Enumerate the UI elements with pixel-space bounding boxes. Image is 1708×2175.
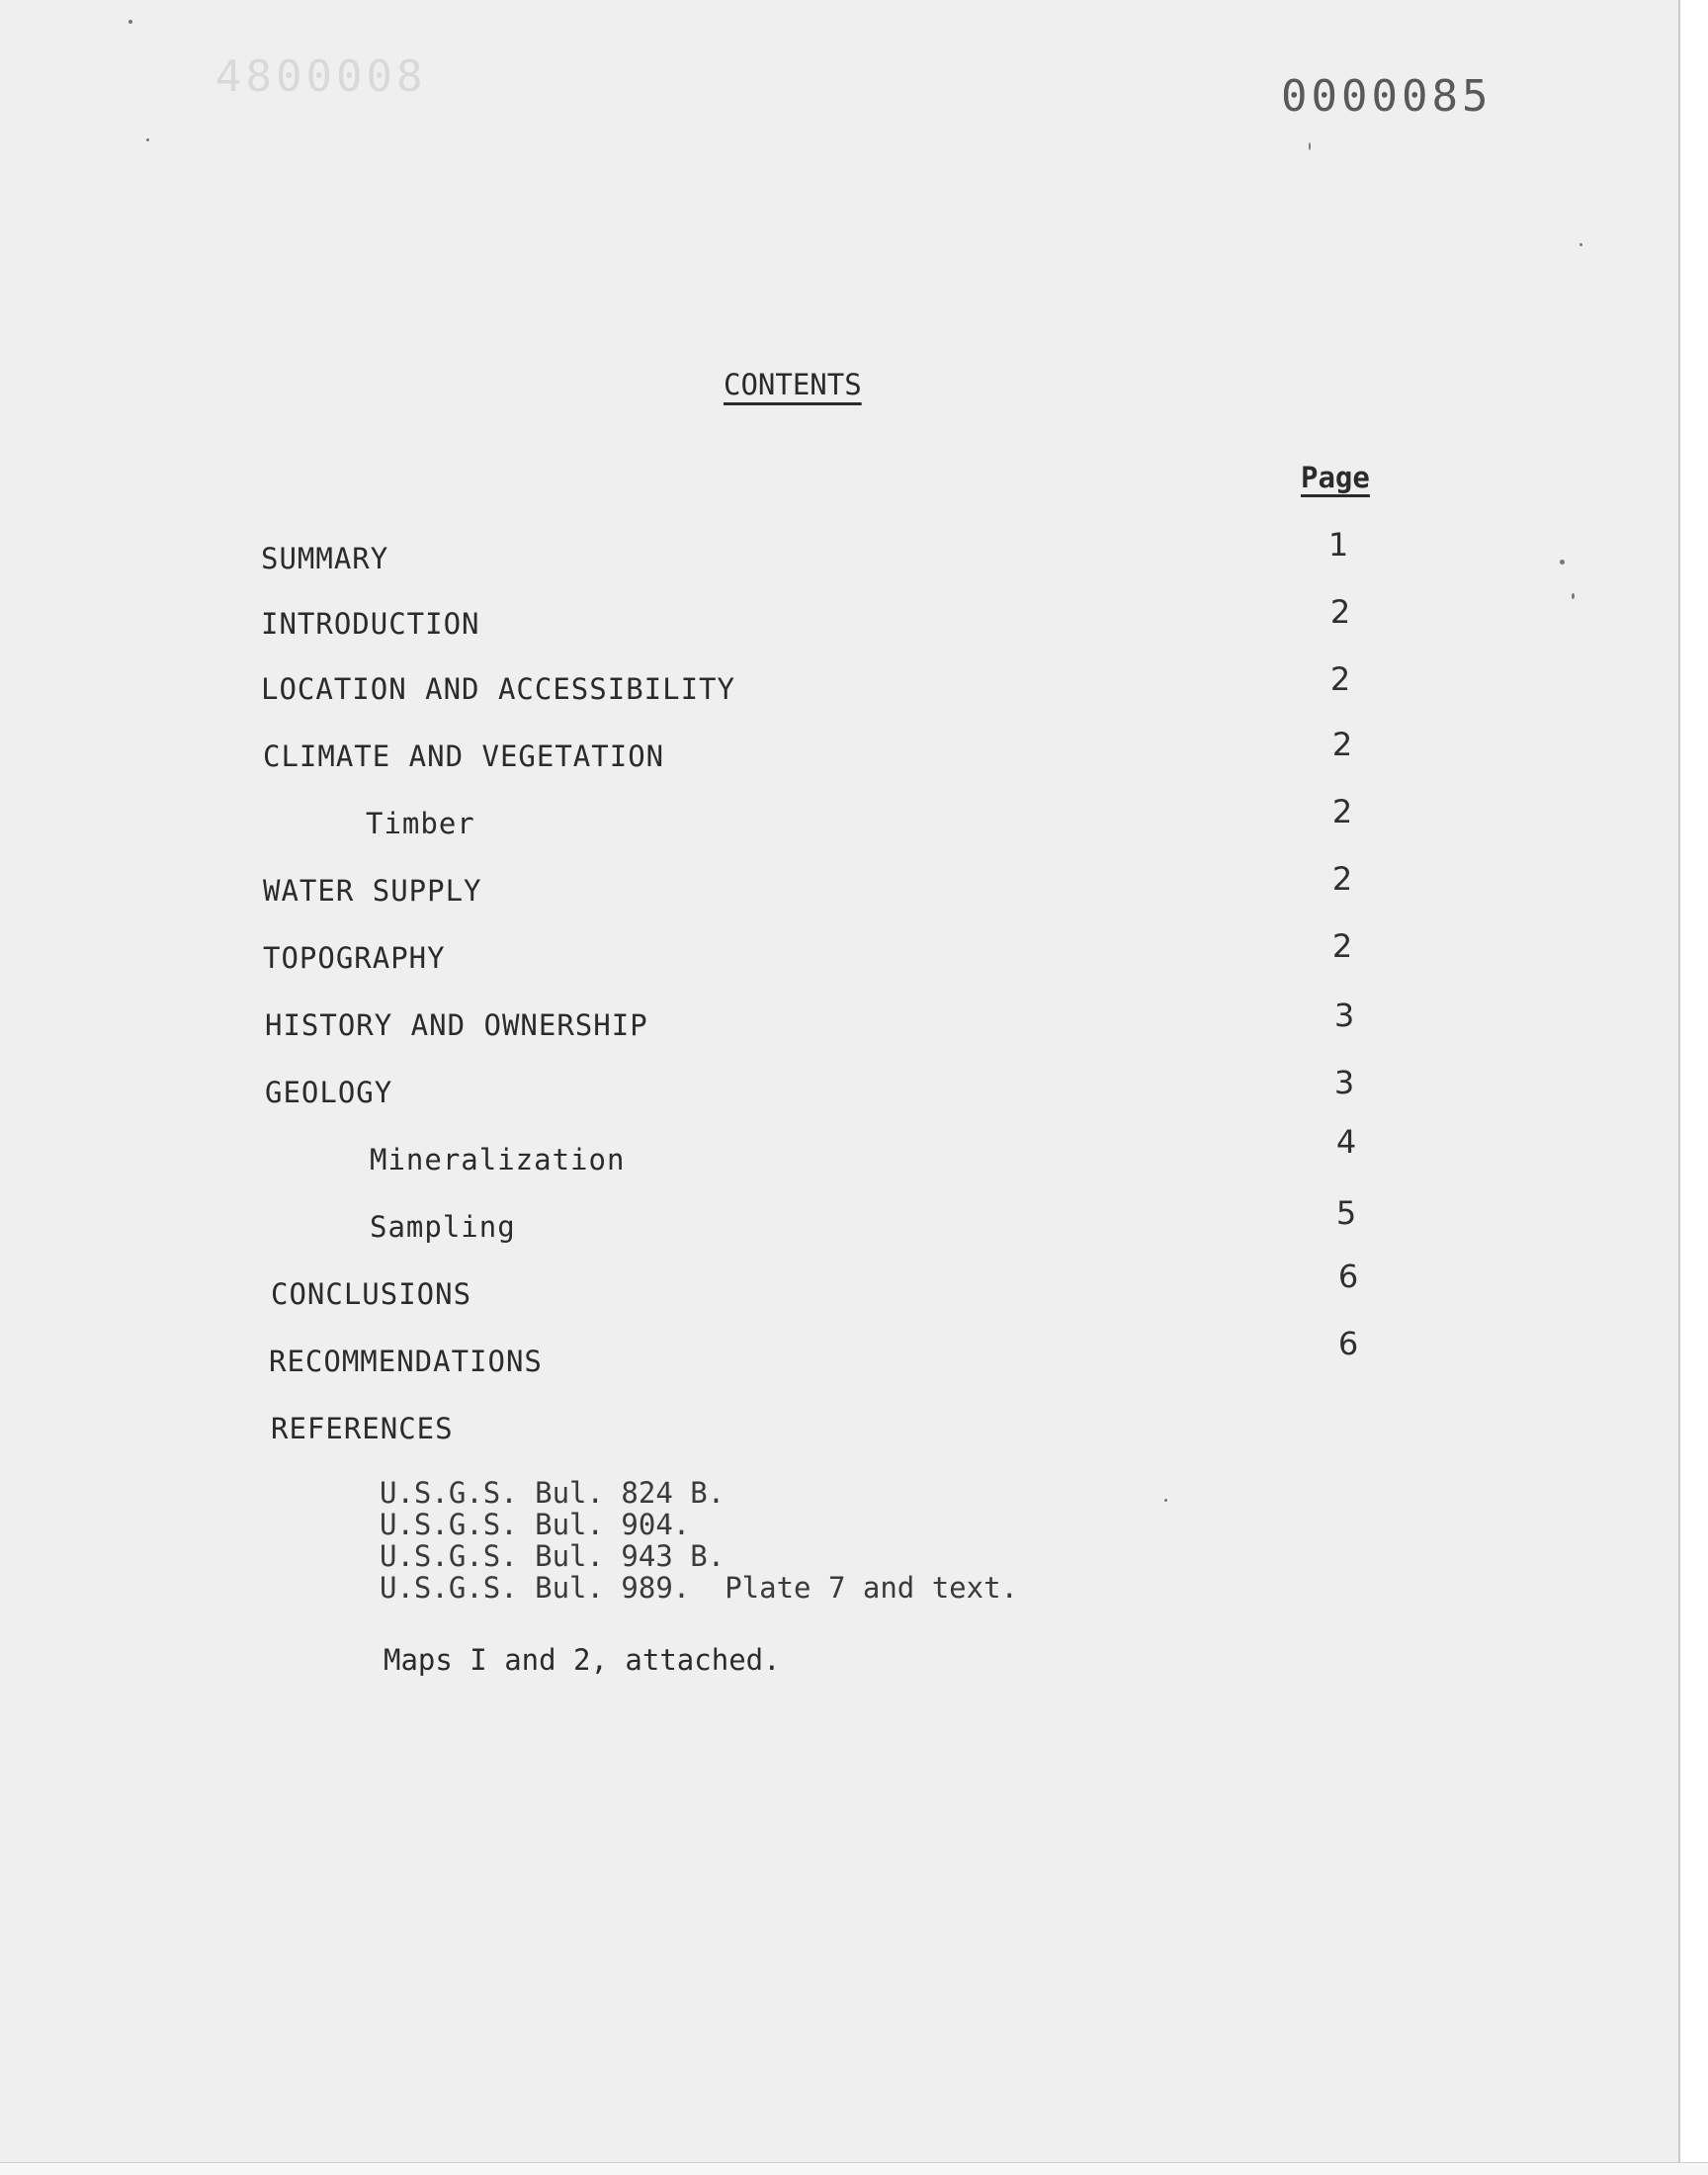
page-right-edge <box>1678 0 1708 2175</box>
reference-item: U.S.G.S. Bul. 824 B. <box>380 1476 726 1510</box>
maps-note: Maps I and 2, attached. <box>384 1643 781 1677</box>
toc-label: GEOLOGY <box>265 1076 393 1109</box>
document-number: 0000085 <box>1281 71 1493 122</box>
toc-page-number: 4 <box>1335 1123 1357 1161</box>
reference-item: U.S.G.S. Bul. 943 B. <box>380 1539 726 1573</box>
scan-speck <box>1580 243 1582 246</box>
scan-speck <box>146 138 149 141</box>
toc-page-number: 2 <box>1331 793 1353 830</box>
bleed-through-number: 4800008 <box>215 51 427 102</box>
page-bottom-edge <box>0 2162 1708 2175</box>
toc-label: Mineralization <box>370 1143 626 1176</box>
toc-page-number: 6 <box>1337 1325 1359 1362</box>
toc-label: Timber <box>366 807 475 840</box>
toc-label: INTRODUCTION <box>261 607 480 641</box>
toc-label: RECOMMENDATIONS <box>269 1345 543 1378</box>
toc-page-number: 2 <box>1331 860 1353 898</box>
scan-speck <box>1164 1499 1167 1502</box>
toc-page-number: 2 <box>1329 660 1351 698</box>
scan-speck <box>1560 560 1565 565</box>
scan-speck <box>1572 593 1575 599</box>
toc-label: SUMMARY <box>261 542 389 575</box>
toc-page-number: 5 <box>1335 1194 1357 1232</box>
toc-label: REFERENCES <box>271 1412 454 1445</box>
reference-item: U.S.G.S. Bul. 904. <box>380 1508 691 1541</box>
toc-page-number: 1 <box>1327 526 1349 564</box>
toc-page-number: 3 <box>1333 1064 1355 1101</box>
toc-label: CLIMATE AND VEGETATION <box>263 740 665 773</box>
toc-page-number: 2 <box>1331 927 1353 965</box>
toc-page-number: 6 <box>1337 1258 1359 1295</box>
toc-page-number: 2 <box>1329 593 1351 631</box>
toc-label: Sampling <box>370 1210 516 1244</box>
toc-label: WATER SUPPLY <box>263 874 482 908</box>
reference-item: U.S.G.S. Bul. 989. Plate 7 and text. <box>380 1571 1019 1605</box>
scan-speck <box>128 20 132 24</box>
page-column-header: Page <box>1301 461 1370 494</box>
toc-label: LOCATION AND ACCESSIBILITY <box>261 672 735 706</box>
toc-label: HISTORY AND OWNERSHIP <box>265 1008 648 1042</box>
toc-page-number: 3 <box>1333 997 1355 1034</box>
contents-title: CONTENTS <box>724 368 862 401</box>
references-list <box>380 1477 1018 1604</box>
toc-label: TOPOGRAPHY <box>263 941 446 975</box>
toc-page-number: 2 <box>1331 726 1353 763</box>
scan-speck <box>1309 142 1311 150</box>
toc-label: CONCLUSIONS <box>271 1277 472 1311</box>
